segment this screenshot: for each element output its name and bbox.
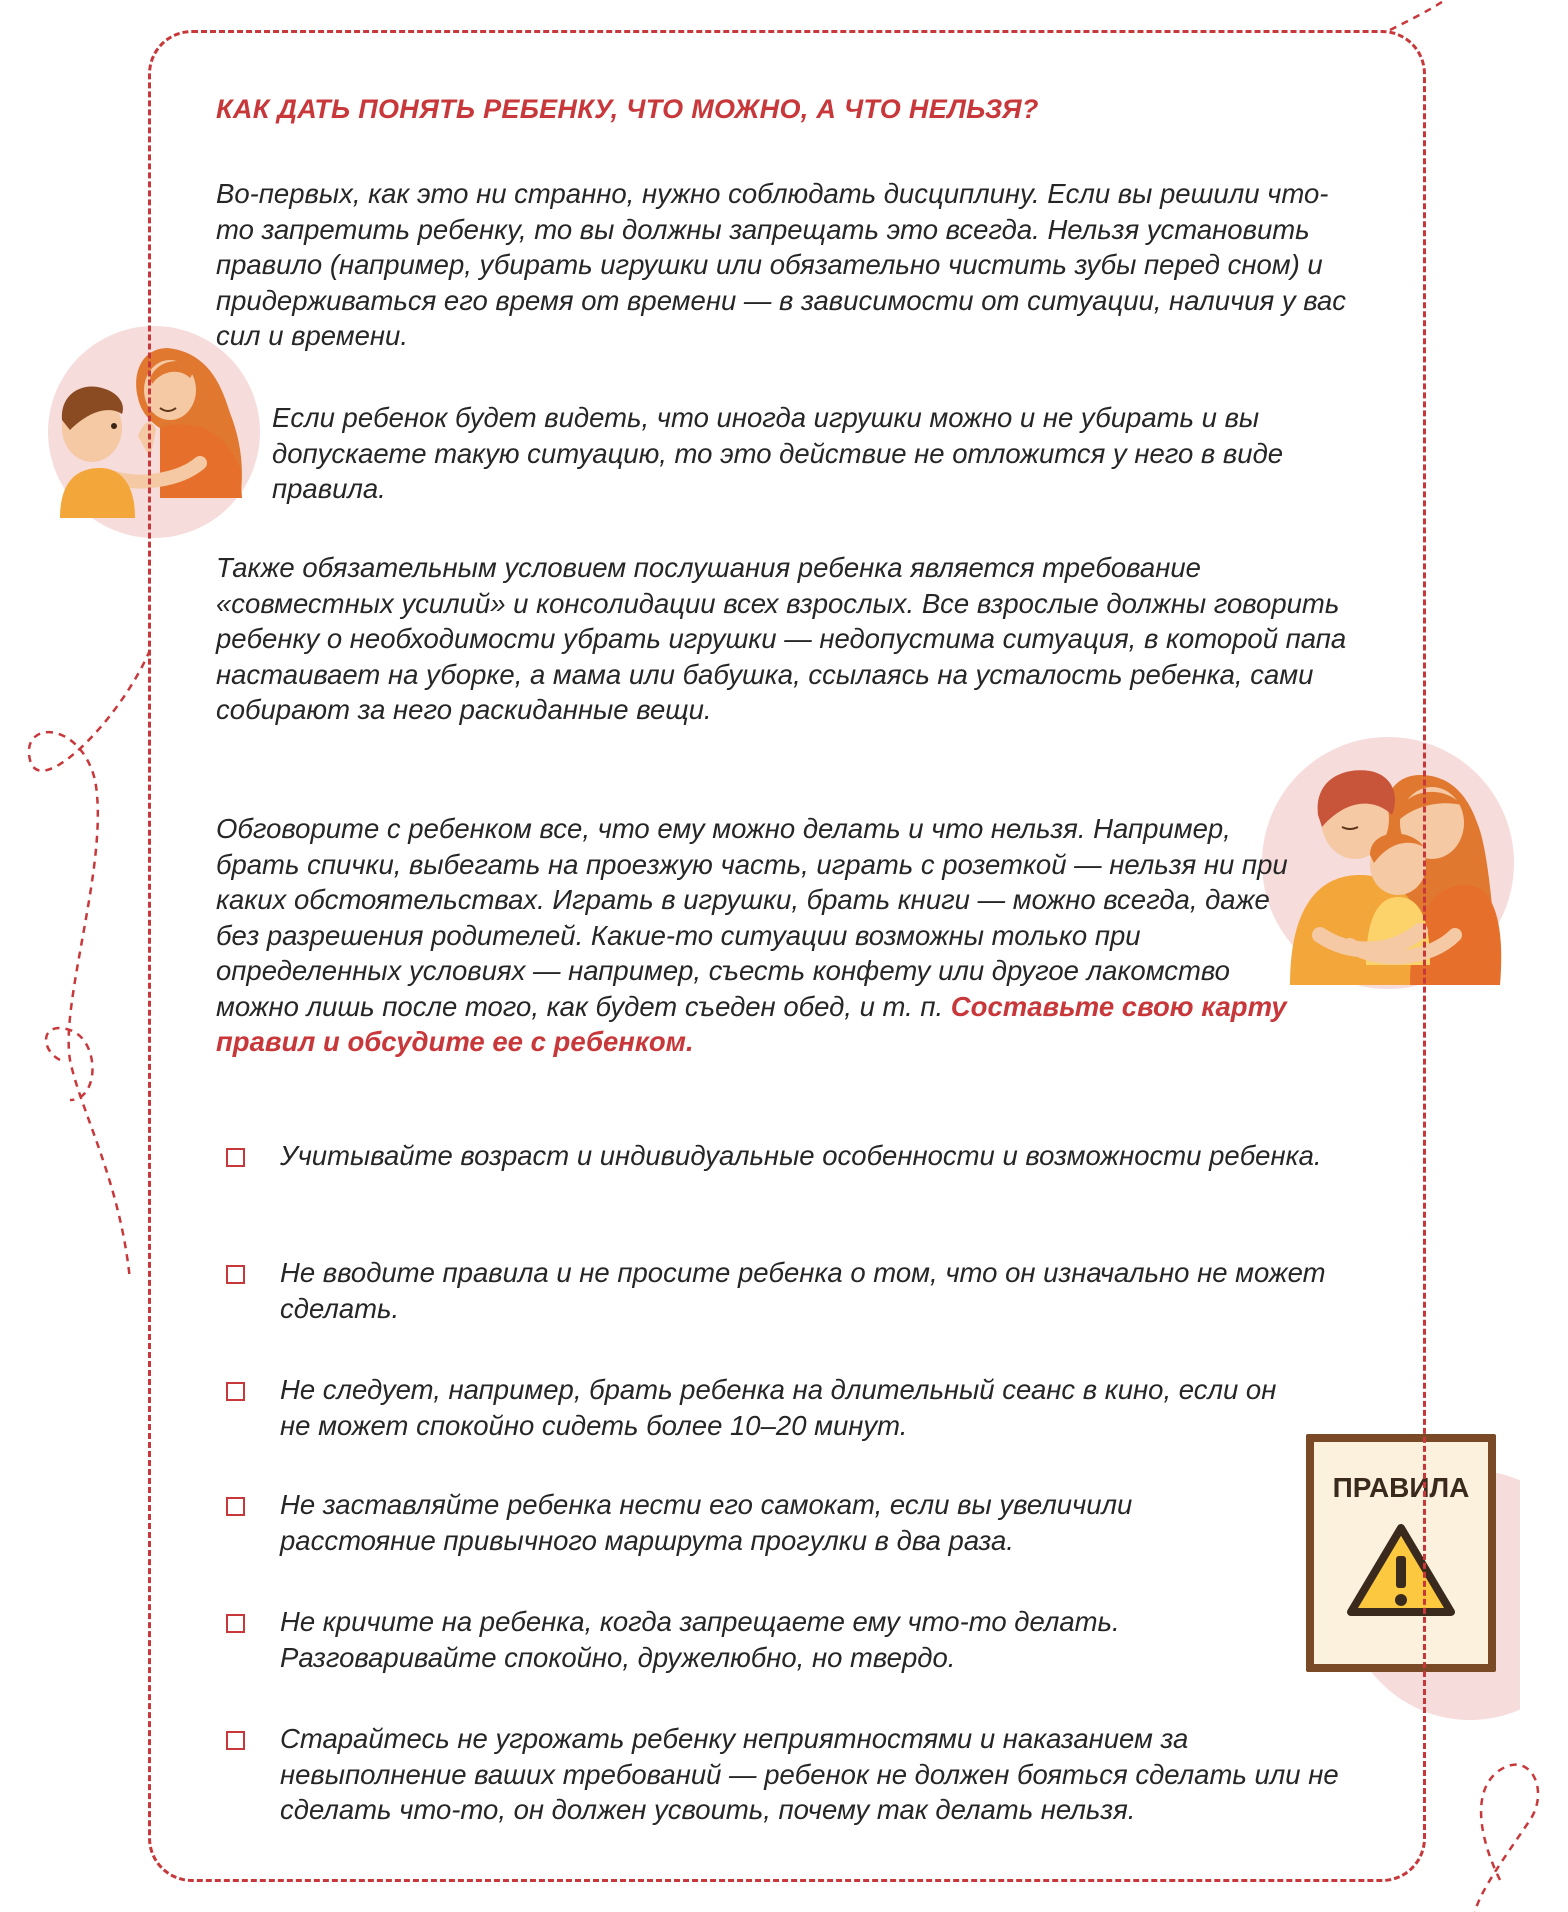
paragraph-toys-rule: Если ребенок будет видеть, что иногда игрушки можно и не убирать и вы допускаете такую ситуацию, то это действие не отложится у него в виде правила. <box>272 402 1284 504</box>
rules-sign-label: ПРАВИЛА <box>1332 1472 1470 1503</box>
checkbox[interactable] <box>226 1382 245 1401</box>
list-item: Не следует, например, брать ребенка на длительный сеанс в кино, если он не может спокойно сидеть более 10–20 минут. <box>280 1374 1277 1441</box>
checkbox[interactable] <box>226 1614 245 1633</box>
list-item: Старайтесь не угрожать ребенку неприятностями и наказанием за невыполнение ваших требований — ребенок не должен бояться сделать или не сделать что-то, он должен усвоить, почему так делать нельзя. <box>280 1723 1339 1825</box>
paragraph-discipline: Во-первых, как это ни странно, нужно соблюдать дисциплину. Если вы решили что-то запретить ребенку, то вы должны запрещать это всегда. Нельзя установить правило (например, убирать игрушки или обязательно чистить зубы перед сном) и придерживаться его время от времени — в зависимости от ситуации, наличия у вас сил и времени. <box>216 178 1347 351</box>
list-item: Учитывайте возраст и индивидуальные особенности и возможности ребенка. <box>280 1140 1322 1171</box>
checkbox[interactable] <box>226 1265 245 1284</box>
paragraph-discuss-rules <box>216 811 1296 1060</box>
checkbox[interactable] <box>226 1497 245 1516</box>
list-item: Не заставляйте ребенка нести его самокат, если вы увеличили расстояние привычного маршрута прогулки в два раза. <box>280 1489 1133 1556</box>
paragraph-joint-efforts: Также обязательным условием послушания ребенка является требование «совместных усилий» и консолидации всех взрослых. Все взрослые должны говорить ребенку о необходимости убрать игрушки — недопустима ситуация, в которой папа настаивает на уборке, а мама или бабушка, ссылаясь на усталость ребенка, сами собирают за него раскиданные вещи. <box>216 552 1347 725</box>
paragraph-discuss-rules-text: Обговорите с ребенком все, что ему можно делать и что нельзя. Например, брать спички, выбегать на проезжую часть, играть с розеткой — нельзя ни при каких обстоятельствах. Играть в игрушки, брать книги — можно всегда, даже без разрешения родителей. Какие-то ситуации возможны только при определенных условиях — например, съесть конфету или другое лакомство можно лишь после того, как будет съеден обед, и т. п. <box>216 813 1288 1022</box>
checkbox[interactable] <box>226 1148 245 1167</box>
page-title: КАК ДАТЬ ПОНЯТЬ РЕБЕНКУ, ЧТО МОЖНО, А ЧТО НЕЛЬЗЯ? <box>216 94 1039 124</box>
checkbox[interactable] <box>226 1731 245 1750</box>
list-item: Не вводите правила и не просите ребенка о том, что он изначально не может сделать. <box>280 1257 1326 1324</box>
list-item: Не кричите на ребенка, когда запрещаете ему что-то делать. Разговаривайте спокойно, дружелюбно, но твердо. <box>280 1606 1120 1673</box>
rules-map-highlight: Составьте свою карту правил и обсудите ее с ребенком. <box>216 990 1287 1057</box>
